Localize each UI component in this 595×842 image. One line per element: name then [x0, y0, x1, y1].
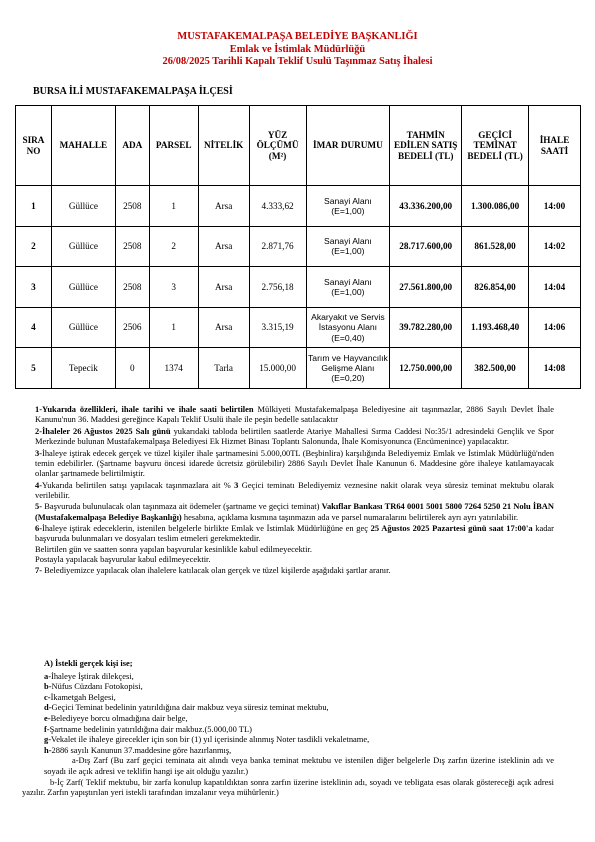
note-2 — [35, 426, 554, 446]
table-row — [16, 267, 581, 308]
cell-parsel: 3 — [149, 267, 198, 308]
cell-yuzolcumu: 4.333,62 — [249, 186, 306, 227]
cell-parsel: 1 — [149, 186, 198, 227]
list-item — [44, 713, 554, 724]
list-item — [44, 734, 554, 745]
cell-bedel: 39.782.280,00 — [390, 307, 462, 348]
header-department: Emlak ve İstimlak Müdürlüğü — [229, 43, 366, 55]
cell-nitelik: Arsa — [198, 186, 249, 227]
item-text: Geçici Teminat bedelinin yatırıldığına dair makbuz veya süresiz teminat mektubu, — [51, 702, 329, 713]
note-4 — [35, 480, 554, 500]
cell-ada: 0 — [115, 348, 149, 389]
cell-teminat: 382.500,00 — [462, 348, 529, 389]
note-6-lead: 6- — [35, 523, 43, 534]
col-mahalle: MAHALLE — [51, 106, 115, 186]
item-letter: b- — [44, 681, 52, 692]
cell-yuzolcumu: 3.315,19 — [249, 307, 306, 348]
note-4-text-b: Geçici teminatı Belediyemiz veznesine nakit olarak veya süresiz teminat mektubu olarak verilebilir. — [35, 479, 554, 500]
note-7-text: Belediyemizce yapılacak olan ihalelere katılacak olan gerçek ve tüzel kişilerde aşağıdaki şartlar aranır. — [42, 565, 391, 576]
list-item — [44, 745, 554, 756]
outer-envelope-note: a-Dış Zarf (Bu zarf geçici teminata ait alındı veya banka teminat mektubu ve istenilen diğer belgelerle Dış zarfın üzerine isteklinin adı ve soyadı ile açık adresi ve teklifin hangi işe ait olduğu yazılır.) — [44, 755, 554, 776]
col-saat: İHALE SAATİ — [529, 106, 581, 186]
note-4-lead: 4- — [35, 479, 43, 490]
cell-bedel: 43.336.200,00 — [390, 186, 462, 227]
note-4-text-a: Yukarıda belirtilen satışı yapılacak taşınmazlara ait % — [42, 479, 235, 490]
note-6 — [35, 523, 554, 543]
cell-no: 4 — [16, 307, 52, 348]
col-sira: SIRA NO — [16, 106, 52, 186]
cell-ada: 2508 — [115, 226, 149, 267]
header-auction-title: 26/08/2025 Tarihli Kapalı Teklif Usulü Taşınmaz Satış İhalesi — [162, 56, 433, 67]
cell-yuzolcumu: 15.000,00 — [249, 348, 306, 389]
note-6-deadline: 25 Ağustos 2025 Pazartesi günü saat 17:00'a — [370, 523, 533, 534]
item-letter: e- — [44, 712, 51, 723]
cell-saat: 14:08 — [529, 348, 581, 389]
list-item — [44, 692, 554, 703]
note-6-line-3: Postayla yapılacak başvurular kabul edilmeyecektir. — [35, 553, 211, 564]
cell-saat: 14:00 — [529, 186, 581, 227]
col-parsel: PARSEL — [149, 106, 198, 186]
cell-saat: 14:02 — [529, 226, 581, 267]
col-teminat: GEÇİCİ TEMİNAT BEDELİ (TL) — [462, 106, 529, 186]
cell-imar: Akaryakıt ve Servis İstasyonu Alanı (E=0,40) — [306, 307, 390, 348]
item-letter: f- — [44, 723, 50, 734]
table-header-row — [16, 106, 581, 186]
cell-nitelik: Arsa — [198, 226, 249, 267]
cell-mahalle: Güllüce — [51, 307, 115, 348]
note-7-lead: 7- — [35, 565, 43, 576]
note-5-text-a: Başvuruda bulunulacak olan taşınmaza ait ödemeler (şartname ve geçici teminat) — [42, 501, 322, 512]
cell-ada: 2506 — [115, 307, 149, 348]
item-text: 2886 sayılı Kanunun 37.maddesine göre hazırlanmış, — [51, 744, 232, 755]
conditions-heading: A) İstekli gerçek kişi ise; — [44, 658, 133, 668]
cell-teminat: 1.193.468,40 — [462, 307, 529, 348]
cell-nitelik: Tarla — [198, 348, 249, 389]
cell-imar: Tarım ve Hayvancılık Gelişme Alanı (E=0,20) — [306, 348, 390, 389]
note-5-text-b: hesabına, açıklama kısmına taşınmazın ada ve parsel numaralarını belirtilerek ayrı ayrı yatırılabilir. — [181, 511, 519, 522]
note-6-line-2: Belirtilen gün ve saatten sonra yapılan başvurular kesinlikle kabul edilmeyecektir. — [35, 543, 312, 554]
cell-bedel: 12.750.000,00 — [390, 348, 462, 389]
cell-parsel: 2 — [149, 226, 198, 267]
item-text: Belediyeye borcu olmadığına dair belge, — [50, 712, 188, 723]
note-1 — [35, 404, 554, 424]
item-letter: c- — [44, 691, 51, 702]
col-nitelik: NİTELİK — [198, 106, 249, 186]
list-item — [44, 702, 554, 713]
cell-mahalle: Tepecik — [51, 348, 115, 389]
cell-parsel: 1374 — [149, 348, 198, 389]
auction-table — [15, 105, 581, 389]
table-row — [16, 186, 581, 227]
cell-mahalle: Güllüce — [51, 267, 115, 308]
note-5-lead: 5- — [35, 501, 43, 512]
table-row — [16, 226, 581, 267]
cell-imar: Sanayi Alanı (E=1,00) — [306, 186, 390, 227]
cell-teminat: 826.854,00 — [462, 267, 529, 308]
col-imar: İMAR DURUMU — [306, 106, 390, 186]
note-4-percent: 3 — [234, 479, 239, 490]
item-text: Vekalet ile ihaleye girecekler için son bir (1) yıl içerisinde alınmış Noter tasdikli vekaletname, — [51, 734, 370, 745]
document-header — [0, 31, 595, 69]
note-2-lead: 2-İhaleler 26 Ağustos 2025 Salı günü — [35, 425, 171, 436]
cell-teminat: 861.528,00 — [462, 226, 529, 267]
cell-parsel: 1 — [149, 307, 198, 348]
cell-yuzolcumu: 2.871,76 — [249, 226, 306, 267]
cell-mahalle: Güllüce — [51, 186, 115, 227]
cell-no: 5 — [16, 348, 52, 389]
col-ada: ADA — [115, 106, 149, 186]
note-1-text: Mülkiyeti Mustafakemalpaşa Belediyesine ait taşınmazlar, 2886 Sayılı Devlet İhale Kanunu'nun 36. Maddesi gereğince Kapalı Teklif Usulü ihale ile peşin bedelle satılacaktır — [35, 404, 554, 425]
cell-ada: 2508 — [115, 267, 149, 308]
list-item — [44, 671, 554, 682]
note-3-text: İhaleye iştirak edecek gerçek ve tüzel kişiler ihale şartnamesini 5.000,00TL (Beşbinlira) karşılığında Belediyemiz Emlak ve İstimlak Müdürlüğü'nden temin edebilirler. (Şartname başvuru öncesi idarede ücretsiz görülebilir) 2886 Sayılı Devlet İhale Kanunun 6. Maddesine göre ihaleye katılamayacak olanlar şartnamede belirtilmiştir. — [35, 447, 554, 478]
item-letter: h- — [44, 744, 52, 755]
cell-mahalle: Güllüce — [51, 226, 115, 267]
item-text: İkametgah Belgesi, — [50, 691, 116, 702]
note-1-lead: 1-Yukarıda özellikleri, ihale tarihi ve ihale saati belirtilen — [35, 404, 254, 414]
cell-imar: Sanayi Alanı (E=1,00) — [306, 226, 390, 267]
cell-saat: 14:04 — [529, 267, 581, 308]
cell-no: 1 — [16, 186, 52, 227]
cell-imar: Sanayi Alanı (E=1,00) — [306, 267, 390, 308]
note-3 — [35, 448, 554, 478]
list-item — [44, 724, 554, 735]
note-5-iban: Vakıflar Bankası TR64 0001 5001 5800 7264 5250 21 Nolu İBAN (Mustafakemalpaşa Belediye Başkanlığı) — [35, 501, 554, 522]
auction-notes — [35, 404, 554, 577]
cell-nitelik: Arsa — [198, 307, 249, 348]
note-5 — [35, 501, 554, 521]
inner-envelope-note: b-İç Zarf( Teklif mektubu, bir zarfa konulup kapatıldıktan sonra zarfın üzerine isteklinin adı, soyadı ve tebligata esas olarak göstereceği açık adresi yazılır. Zarfın yapıştırılan yeri istekli tarafından imzalanır veya mühürlenir.) — [22, 776, 554, 798]
item-letter: a- — [44, 670, 52, 681]
table-row — [16, 307, 581, 348]
conditions-section — [22, 658, 554, 798]
cell-ada: 2508 — [115, 186, 149, 227]
cell-no: 3 — [16, 267, 52, 308]
item-text: İhaleye İştirak dilekçesi, — [51, 670, 134, 681]
note-6-text-b: kadar başvuruda bulunmaları ve dosyaları teslim etmeleri gerekmektedir. — [35, 523, 554, 544]
note-7 — [35, 565, 554, 575]
table-row — [16, 348, 581, 389]
cell-teminat: 1.300.086,00 — [462, 186, 529, 227]
cell-bedel: 27.561.800,00 — [390, 267, 462, 308]
cell-saat: 14:06 — [529, 307, 581, 348]
item-letter: d- — [44, 702, 52, 713]
region-title: BURSA İLİ MUSTAFAKEMALPAŞA İLÇESİ — [33, 86, 233, 97]
item-text: Nüfus Cüzdanı Fotokopisi, — [51, 681, 143, 692]
col-yuzolcumu: YÜZ ÖLÇÜMÜ (M²) — [249, 106, 306, 186]
cell-bedel: 28.717.600,00 — [390, 226, 462, 267]
cell-nitelik: Arsa — [198, 267, 249, 308]
note-6-text-a: İhaleye iştirak edeceklerin, istenilen belgelerle birlikte Emlak ve İstimlak Müdürlüğüne en geç — [42, 523, 371, 534]
list-item — [44, 681, 554, 692]
cell-yuzolcumu: 2.756,18 — [249, 267, 306, 308]
item-letter: g- — [44, 734, 52, 745]
cell-no: 2 — [16, 226, 52, 267]
item-text: Şartname bedelinin yatırıldığına dair makbuz.(5.000,00 TL) — [49, 723, 252, 734]
col-bedel: TAHMİN EDİLEN SATIŞ BEDELİ (TL) — [390, 106, 462, 186]
note-2-text: yukarıdaki tabloda belirtilen saatlerde Atariye Mahallesi Sırma Caddesi No:35/1 adresindeki Gençlik ve Spor Merkezinde bulunan Mustafakemalpaşa Belediyesi Ek Hizmet Binası Toplantı Salonunda, İhale Komisyonunca (Encümenince) yapılacaktır. — [35, 425, 554, 446]
note-3-lead: 3- — [35, 447, 43, 458]
header-institution: MUSTAFAKEMALPAŞA BELEDİYE BAŞKANLIĞI — [177, 31, 418, 42]
